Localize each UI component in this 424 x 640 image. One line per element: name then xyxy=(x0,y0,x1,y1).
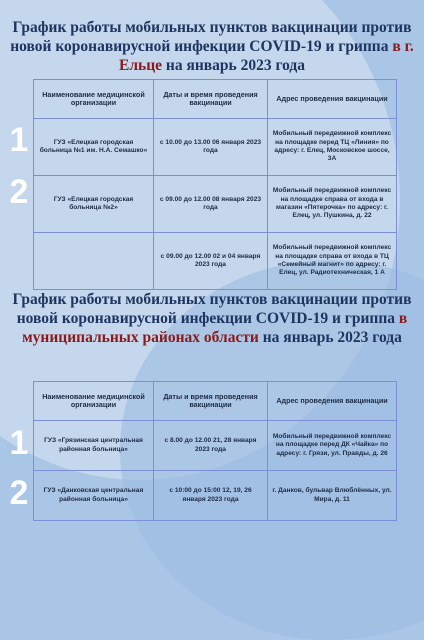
header-dates: Даты и время проведения вакцинации xyxy=(154,80,268,119)
section2-title-highlight: в муниципальных районах области xyxy=(22,310,408,346)
cell-dates: с 09.00 до 12.00 08 января 2023 года xyxy=(154,176,268,233)
cell-address: Мобильный передвижной комплекс на площадке перед ДК «Чайка» по адресу: г. Грязи, ул. Правды, д. 26 xyxy=(268,421,397,471)
section1-title xyxy=(10,18,414,75)
row-number-2: 2 xyxy=(9,474,29,512)
table-header-row xyxy=(34,80,397,119)
cell-address: г. Данков, бульвар Влюблённых, ул. Мира, д. 11 xyxy=(268,471,397,521)
table-row xyxy=(34,119,397,176)
header-org: Наименование медицинской организации xyxy=(34,382,154,421)
cell-org: ГУЗ «Данковская центральная районная больница» xyxy=(34,471,154,521)
cell-org: ГУЗ «Елецкая городская больница №1 им. Н.А. Семашко» xyxy=(34,119,154,176)
header-address: Адрес проведения вакцинации xyxy=(268,80,397,119)
table-header-row xyxy=(34,382,397,421)
cell-dates: с 09.00 до 12.00 02 и 04 января 2023 года xyxy=(154,233,268,290)
table-row xyxy=(34,421,397,471)
section2-title-text: График работы мобильных пунктов вакцинации против новой коронавирусной инфекции COVID-19 и гриппа xyxy=(12,291,412,327)
cell-org xyxy=(34,233,154,290)
cell-dates: с 10:00 до 15:00 12, 19, 26 января 2023 года xyxy=(154,471,268,521)
table-row xyxy=(34,471,397,521)
section2-title-suffix: на январь 2023 года xyxy=(258,329,402,346)
header-org: Наименование медицинской организации xyxy=(34,80,154,119)
cell-org: ГУЗ «Грязинская центральная районная больница» xyxy=(34,421,154,471)
header-address: Адрес проведения вакцинации xyxy=(268,382,397,421)
cell-address: Мобильный передвижной комплекс на площадке справа от входа в ТЦ «Семейный магнит» по адресу: г. Елец, ул. Радиотехническая, 1 А xyxy=(268,233,397,290)
table-row xyxy=(34,176,397,233)
header-dates: Даты и время проведения вакцинации xyxy=(154,382,268,421)
table-row xyxy=(34,233,397,290)
cell-dates: с 8.00 до 12.00 21, 28 января 2023 года xyxy=(154,421,268,471)
section1-title-highlight: в г. Ельце xyxy=(118,38,414,74)
cell-dates: с 10.00 до 13.00 06 января 2023 года xyxy=(154,119,268,176)
section1-title-suffix: на январь 2023 года xyxy=(162,57,306,74)
schedule-table-city xyxy=(33,79,397,290)
section2-title xyxy=(10,290,414,347)
cell-address: Мобильный передвижной комплекс на площадке справа от входа в магазин «Пятерочка» по адресу: г. Елец, ул. Пушкина, д. 22 xyxy=(268,176,397,233)
row-number-1: 1 xyxy=(9,121,29,159)
section1-title-text: График работы мобильных пунктов вакцинации против новой коронавирусной инфекции COVID-19 и гриппа xyxy=(10,19,412,55)
cell-org: ГУЗ «Елецкая городская больница №2» xyxy=(34,176,154,233)
row-number-2: 2 xyxy=(9,173,29,211)
schedule-table-districts xyxy=(33,381,397,521)
row-number-1: 1 xyxy=(9,424,29,462)
cell-address: Мобильный передвижной комплекс на площадке перед ТЦ «Линия» по адресу: г. Елец, Московское шоссе, 3А xyxy=(268,119,397,176)
